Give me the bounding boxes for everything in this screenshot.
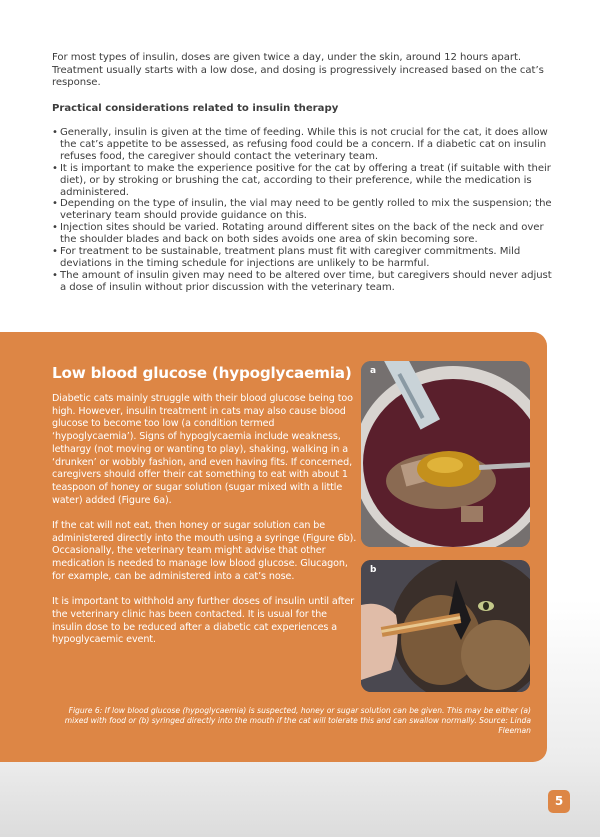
bullet-icon: • bbox=[52, 269, 58, 281]
list-item bbox=[52, 127, 557, 163]
hypoglycaemia-paragraph: If the cat will not eat, then honey or sugar solution can be administered directly into the mouth using a syringe (Figure 6b). Occasionally, the veterinary team might advise that other medication is needed to manage low blood glucose. Glucagon, for example, can be administered into a cat’s nose. bbox=[52, 520, 357, 582]
hypoglycaemia-paragraph: Diabetic cats mainly struggle with their blood glucose being too high. However, insulin treatment in cats may also cause blood glucose to become too low (a condition termed ‘hypoglycaemia’). Signs of hypoglycaemia include weakness, lethargy (not moving or wanting to play), shaking, walking in a ‘drunken’ or wobbly fashion, and even having fits. If concerned, caregivers should offer their cat something to eat with about 1 teaspoon of honey or sugar solution (sugar mixed with a little water) added (Figure 6a). bbox=[52, 393, 353, 506]
hypoglycaemia-title: Low blood glucose (hypoglycaemia) bbox=[52, 364, 352, 382]
list-item bbox=[52, 246, 557, 270]
hypoglycaemia-paragraph: It is important to withhold any further doses of insulin until after the veterinary clinic has been contacted. It is usual for the insulin dose to be reduced after a diabetic cat experiences a hypoglycaemic event. bbox=[52, 596, 355, 646]
page-number-badge: 5 bbox=[548, 790, 570, 813]
bullet-icon: • bbox=[52, 246, 58, 258]
cat-syringe-illustration bbox=[361, 560, 530, 692]
list-item-text: Generally, insulin is given at the time of feeding. While this is not crucial for the cat, it does allow the cat’s appetite to be assessed, as refusing food could be a concern. If a diabetic cat on insulin refuses food, the caregiver should contact the veterinary team. bbox=[60, 127, 548, 162]
figure-label-b: b bbox=[370, 565, 377, 575]
bullet-icon: • bbox=[52, 162, 58, 174]
list-item-text: It is important to make the experience positive for the cat by offering a treat (if suitable with their diet), or by stroking or brushing the cat, according to their preference, while the medication is administered. bbox=[60, 162, 551, 198]
figure-6a-photo-food-bowl-with-honey bbox=[361, 361, 530, 547]
practical-considerations-heading: Practical considerations related to insulin therapy bbox=[52, 103, 339, 114]
food-bowl-illustration bbox=[361, 361, 530, 547]
list-item-text: Depending on the type of insulin, the vial may need to be gently rolled to mix the suspension; the veterinary team should provide guidance on this. bbox=[60, 198, 552, 222]
intro-paragraph: For most types of insulin, doses are given twice a day, under the skin, around 12 hours apart. Treatment usually starts with a low dose, and dosing is progressively increased based on the cat’s response. bbox=[52, 52, 544, 89]
list-item-text: The amount of insulin given may need to be altered over time, but caregivers should never adjust a dose of insulin without prior discussion with the veterinary team. bbox=[60, 269, 552, 293]
figure-6b-photo-cat-syringe bbox=[361, 560, 530, 692]
list-item bbox=[52, 163, 557, 199]
list-item-text: For treatment to be sustainable, treatment plans must fit with caregiver commitments. Mild deviations in the timing schedule for injections are unlikely to be harmful. bbox=[60, 246, 521, 269]
intro-section bbox=[52, 52, 557, 90]
list-item-text: Injection sites should be varied. Rotating around different sites on the back of the neck and over the shoulder blades and back on both sides avoids one area of skin becoming sore. bbox=[60, 222, 544, 246]
list-item bbox=[52, 270, 557, 294]
bullet-icon: • bbox=[52, 198, 58, 210]
hypoglycaemia-body bbox=[52, 393, 357, 660]
bullet-icon: • bbox=[52, 222, 58, 234]
bullet-icon: • bbox=[52, 127, 58, 138]
figure-6-caption: Figure 6: If low blood glucose (hypoglycaemia) is suspected, honey or sugar solution can be given. This may be either (a) mixed with food or (b) syringed directly into the mouth if the cat will tolerate this and can swallow normally. Source: Linda Fleeman bbox=[64, 706, 531, 736]
figure-label-a: a bbox=[370, 366, 377, 376]
list-item bbox=[52, 198, 557, 222]
practical-considerations-list bbox=[52, 127, 557, 294]
list-item bbox=[52, 222, 557, 246]
